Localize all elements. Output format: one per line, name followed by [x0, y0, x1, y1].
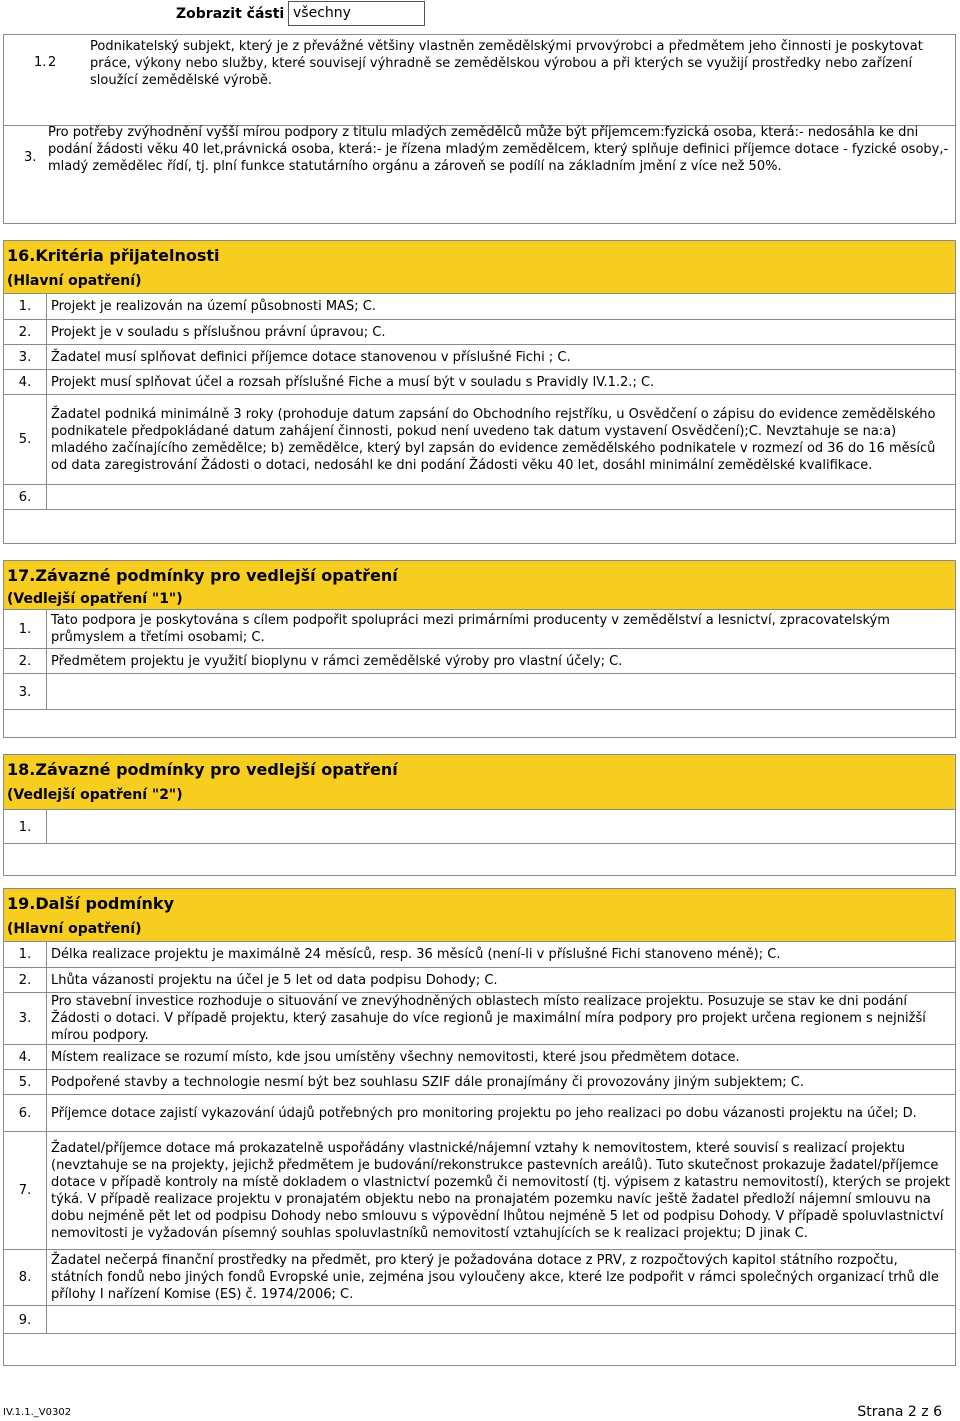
row-text: Pro potřeby zvýhodnění vyšší mírou podpory z titulu mladých zemědělců může být příjemcem:fyzická osoba, která:- nedosáhla ke dni podání žádosti věku 40 let,právnická osoba, která:- je řízena mladým zemědělcem, který splňuje definici příjemce dotace - fyzické osoby,- mladý zemědělec řídí, tj. plní funkce statutárního orgánu a zároveň se podílí na základním jmění z více než 50%. — [48, 125, 949, 174]
row-text: Lhůta vázanosti projektu na účel je 5 let od data podpisu Dohody; C. — [51, 972, 498, 988]
row-text: Příjemce dotace zajistí vykazování údajů potřebných pro monitoring projektu po jeho realizaci po dobu vázanosti projektu na účel; D. — [51, 1105, 917, 1121]
row-text: Pro stavební investice rozhoduje o situování ve znevýhodněných oblastech místo realizace projektu. Posuzuje se stav ke dni podání Žádosti o dotaci. V případě projektu, který zasahuje do více regionů je maximální míra podpory pro projekt určena regionem s nejnižší mírou podpory. — [51, 994, 926, 1043]
row-text: Délka realizace projektu je maximálně 24 měsíců, resp. 36 měsíců (není-li v příslušné Fichi stanoveno méně); C. — [51, 947, 781, 962]
table-row — [4, 1305, 955, 1334]
page-number: Strana 2 z 6 — [857, 1404, 942, 1420]
section-19-spacer — [3, 1334, 956, 1366]
row-number: 6. — [4, 1095, 47, 1131]
table-row — [4, 1249, 955, 1305]
section-19-table — [3, 942, 956, 1334]
row-number: 2. — [4, 649, 47, 673]
section-19-header — [3, 888, 956, 942]
row-text: Žadatel musí splňovat definici příjemce dotace stanovenou v příslušné Fichi ; C. — [51, 349, 571, 365]
section-17-header — [3, 560, 956, 610]
row-text — [51, 485, 951, 510]
row-number: 1. — [4, 810, 47, 844]
section-16-spacer — [3, 510, 956, 544]
top-table — [3, 34, 956, 224]
table-row — [4, 394, 955, 484]
form-code: IV.1.1._V0302 — [3, 1407, 72, 1418]
table-row — [4, 294, 955, 319]
row-text: Žadatel podniká minimálně 3 roky (prohoduje datum zapsání do Obchodního rejstříku, u Osvědčení o zápisu do evidence zemědělského podnikatele předpokládané datum zahájení činnosti, pokud není uvedeno tak datum vystavení Osvědčení);C. Nevztahuje se na:a) mladého začínajícího zemědělce; b) zemědělce, který byl zapsán do evidence zemědělského podnikatele v rozmezí od 36 do 16 měsíců od data zaregistrování Žádosti o dotaci, nedosáhl ke dni podání Žádosti věku 40 let, dosáhl minimální zemědělské kvalifikace. — [51, 406, 936, 473]
table-row — [4, 810, 955, 844]
row-number: 7. — [4, 1132, 47, 1249]
row-number: 8. — [4, 1250, 47, 1305]
row-number: 1. — [4, 610, 47, 648]
row-number: 1. — [4, 294, 47, 319]
row-number: 6. — [4, 485, 47, 510]
table-row — [4, 484, 955, 510]
section-title: 19.Další podmínky — [7, 894, 174, 913]
row-text — [51, 810, 951, 844]
table-row — [4, 1044, 955, 1069]
table-row — [4, 191, 955, 225]
table-row — [4, 125, 955, 191]
row-number: 4. — [4, 1045, 47, 1069]
row-text: Tato podpora je poskytována s cílem podpořit spolupráci mezi primárními producenty v zemědělství a lesnictví, zpracovatelským průmyslem a třetími osobami; C. — [51, 613, 890, 645]
section-title: 17.Závazné podmínky pro vedlejší opatření — [7, 566, 398, 585]
row-text: Projekt je realizován na území působnosti MAS; C. — [51, 299, 376, 314]
table-row — [4, 648, 955, 673]
table-row — [4, 369, 955, 394]
row-text: Projekt musí splňovat účel a rozsah příslušné Fiche a musí být v souladu s Pravidly IV.1.2.; C. — [51, 374, 655, 390]
row-text: Místem realizace se rozumí místo, kde jsou umístěny všechny nemovitosti, které jsou předmětem dotace. — [51, 1049, 740, 1065]
section-17-table — [3, 610, 956, 710]
row-number: 2. — [4, 968, 47, 992]
section-17-spacer — [3, 710, 956, 738]
table-row — [4, 1069, 955, 1094]
table-row — [4, 942, 955, 967]
table-row — [4, 992, 955, 1044]
row-text: Podpořené stavby a technologie nesmí být bez souhlasu SZIF dále pronajímány či provozovány jiným subjektem; C. — [51, 1074, 804, 1090]
table-row — [4, 1131, 955, 1249]
row-number: 2. — [4, 320, 47, 344]
filter-select[interactable]: všechny — [288, 1, 425, 26]
row-number: 5. — [4, 1070, 47, 1094]
section-16-header — [3, 240, 956, 294]
row-number: 3. — [24, 150, 37, 165]
row-subnumber: 2 — [48, 55, 57, 70]
row-number: 1. — [34, 55, 47, 70]
table-row — [4, 319, 955, 344]
row-text — [51, 674, 951, 710]
row-text: Podnikatelský subjekt, který je z převážné většiny vlastněn zemědělskými prvovýrobci a předmětem jeho činnosti je poskytovat práce, výkony nebo služby, které souvisejí výhradně se zemědělskou výrobou a při kterých se využijí prostředky nebo zařízení sloužící zemědělské výrobě. — [90, 39, 923, 88]
section-16-table — [3, 294, 956, 510]
table-row — [4, 91, 955, 125]
table-row — [4, 344, 955, 369]
section-title: 18.Závazné podmínky pro vedlejší opatření — [7, 760, 398, 779]
row-number: 3. — [4, 993, 47, 1044]
row-text: Předmětem projektu je využití bioplynu v rámci zemědělské výroby pro vlastní účely; C. — [51, 653, 623, 669]
section-18-header — [3, 754, 956, 810]
section-subtitle: (Vedlejší opatření "1") — [7, 591, 183, 607]
table-row — [4, 1094, 955, 1131]
row-number: 5. — [4, 395, 47, 484]
row-text — [51, 1306, 951, 1334]
table-row — [4, 967, 955, 992]
row-number: 3. — [4, 345, 47, 369]
row-text: Žadatel nečerpá finanční prostředky na předmět, pro který je požadována dotace z PRV, z rozpočtových kapitol státního rozpočtu, státních fondů nebo jiných fondů Evropské unie, zejména jsou vyloučeny akce, které lze podpořit v rámci společných organizací trhů dle přílohy I nařízení Komise (ES) č. 1974/2006; C. — [51, 1253, 939, 1302]
section-subtitle: (Vedlejší opatření "2") — [7, 787, 183, 803]
section-title: 16.Kritéria přijatelnosti — [7, 246, 220, 265]
section-18-spacer — [3, 844, 956, 876]
section-18-table — [3, 810, 956, 844]
row-number: 4. — [4, 370, 47, 394]
row-number: 1. — [4, 942, 47, 967]
row-text: Projekt je v souladu s příslušnou právní úpravou; C. — [51, 324, 386, 340]
row-number: 9. — [4, 1306, 47, 1334]
filter-label: Zobrazit části — [176, 6, 285, 22]
table-row — [4, 673, 955, 710]
section-subtitle: (Hlavní opatření) — [7, 273, 142, 289]
table-row — [4, 610, 955, 648]
table-row — [4, 35, 955, 91]
section-subtitle: (Hlavní opatření) — [7, 921, 142, 937]
row-number: 3. — [4, 674, 47, 710]
row-text: Žadatel/příjemce dotace má prokazatelně uspořádány vlastnické/nájemní vztahy k nemovitostem, které souvisí s realizací projektu (nevztahuje se na projekty, jejichž předmětem je budování/rekonstrukce pastevních areálů). Tuto skutečnost prokazuje žadatel/příjemce dotace v případě kontroly na místě dokladem o vlastnictví pozemků či nemovitostí (tj. výpisem z katastru nemovitostí), kterých se projekt týká. V případě realizace projektu v pronajatém objektu nebo na pronajatém pozemku navíc ještě žadatel předloží nájemní smlouvu na dobu nejméně pět let od podpisu Dohody nebo smlouvu s výpovědní lhůtou nejméně 5 let od podpisu Dohody. V případě spoluvlastnictví nemovitosti je vyžadován písemný souhlas spoluvlastníků nemovitostí vztahujících se k realizaci projektu; D jinak C. — [51, 1140, 950, 1241]
